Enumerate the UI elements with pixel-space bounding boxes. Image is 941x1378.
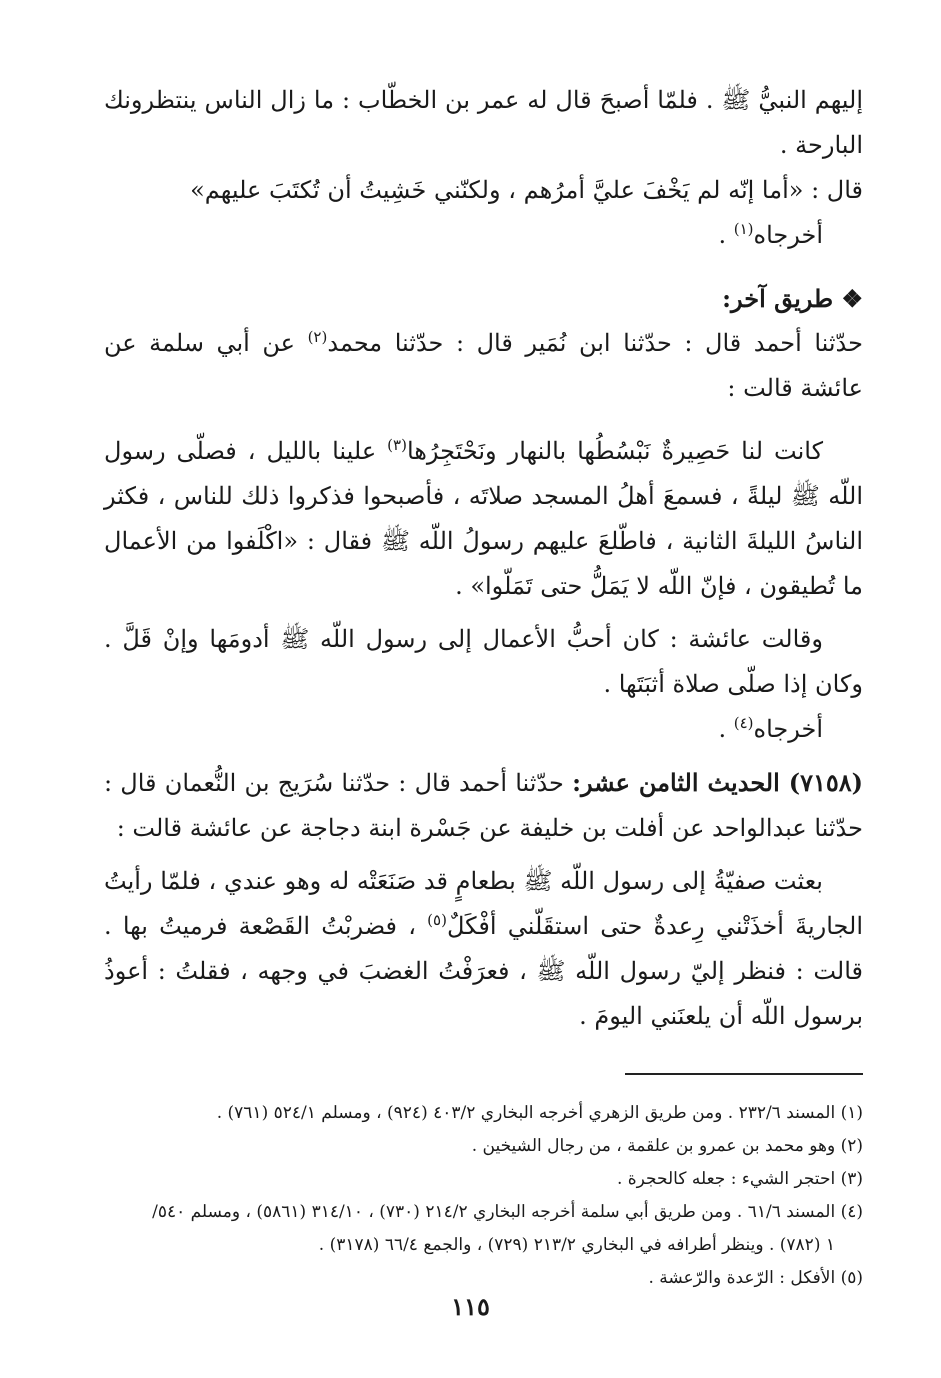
isnad-paragraph: حدّثنا أحمد قال : حدّثنا ابن نُمَير قال : حدّثنا محمد$^{(٢)}$ عن أبي سلمة عن عائشة قالت : (104, 328, 863, 402)
footnote-marker: (١) (733, 220, 754, 238)
footnotes (104, 1097, 863, 1295)
page-number: ١١٥ (451, 1292, 490, 1321)
footnote: (٣) احتجر الشيء : جعله كالحجرة . (616, 1169, 863, 1189)
hadith-paragraph: (٧١٥٨) الحديث الثامن عشر: حدّثنا أحمد قال : حدّثنا سُرَيج بن النُّعمان قال : حدّثنا عبدالواحد عن أفلت بن خليفة عن جَسْرة ابنة دجاجة عن عائشة قالت : (104, 768, 863, 842)
reference-line: أخرجاه$^{(٤)}$ . (718, 714, 823, 743)
footnote-marker: (٣) (387, 436, 407, 454)
footnote: (٥) الأفكل : الرّعدة والرّعشة . (648, 1268, 863, 1288)
section-heading: ❖ طريق آخر: (722, 284, 863, 313)
footnote-marker: (٢) (307, 328, 328, 346)
reference-line: أخرجاه$^{(١)}$ . (718, 220, 823, 249)
hadith-number: (٧١٥٨) الحديث الثامن عشر: (572, 768, 863, 797)
footnote-continuation: ١ (٧٨٢) . وينظر أطرافه في البخاري ٢١٣/٢ (٧٢٩) ، والجمع ٦٦/٤ (٣١٧٨) . (318, 1235, 835, 1255)
text-line: قال : «أما إنّه لم يَخْفَ عليَّ أمرُهم ، ولكنّني خَشِيتُ أن تُكتَبَ عليهم» (190, 176, 863, 204)
matn-paragraph: بعثت صفيّةُ إلى رسول اللّه ﷺ بطعامٍ قد صَنَعَتْه له وهو عندي ، فلمّا رأيتُ الجاريةَ أخذَتْني رِعدةٌ حتى استقَلّني أفْكَلٌ$^{(٥)}$ ، فضربْتُ القَصْعة فرميتُ بها . قالت : فنظر إليّ رسول اللّه ﷺ ، فعرَفْتُ الغضبَ في وجهه ، فقلتُ : أعوذُ برسول اللّه أن يلعنَني اليومَ . (104, 867, 863, 1030)
footnote: (١) المسند ٢٣٢/٦ . ومن طريق الزهري أخرجه البخاري ٤٠٣/٢ (٩٢٤) ، ومسلم ٥٢٤/١ (٧٦١) . (216, 1103, 863, 1123)
footnote: (٢) وهو محمد بن عمرو بن علقمة ، من رجال الشيخين . (471, 1136, 863, 1156)
footnote-marker: (٥) (427, 911, 447, 929)
matn-paragraph: كانت لنا حَصِيرةٌ نَبْسُطُها بالنهار ونَحْتَجِرُها$^{(٣)}$ علينا بالليل ، فصلّى رسول اللّه ﷺ ليلةً ، فسمعَ أهلُ المسجد صلاتَه ، فأصبحوا فذكروا ذلك للناس ، فكثر الناسُ الليلةَ الثانية ، فاطّلعَ عليهم رسولُ اللّه ﷺ فقال : «اكْلَفوا من الأعمال ما تُطيقون ، فإنّ اللّه لا يَمَلُّ حتى تَمَلّوا» . (104, 436, 863, 600)
footnote: (٤) المسند ٦١/٦ . ومن طريق أبي سلمة أخرجه البخاري ٢١٤/٢ (٧٣٠) ، ٣١٤/١٠ (٥٨٦١) ، ومسلم ٥٤٠/ (152, 1202, 863, 1222)
footnote-divider (625, 1073, 863, 1075)
matn-paragraph: وقالت عائشة : كان أحبُّ الأعمال إلى رسول اللّه ﷺ أدومَها وإنْ قَلَّ . وكان إذا صلّى صلاة أثبَتَها . (104, 625, 863, 698)
text-line: إليهم النبيُّ ﷺ . فلمّا أصبحَ قال له عمر بن الخطّاب : ما زال الناس ينتظرونك البارحة . (104, 86, 863, 159)
footnote-marker: (٤) (733, 714, 754, 732)
